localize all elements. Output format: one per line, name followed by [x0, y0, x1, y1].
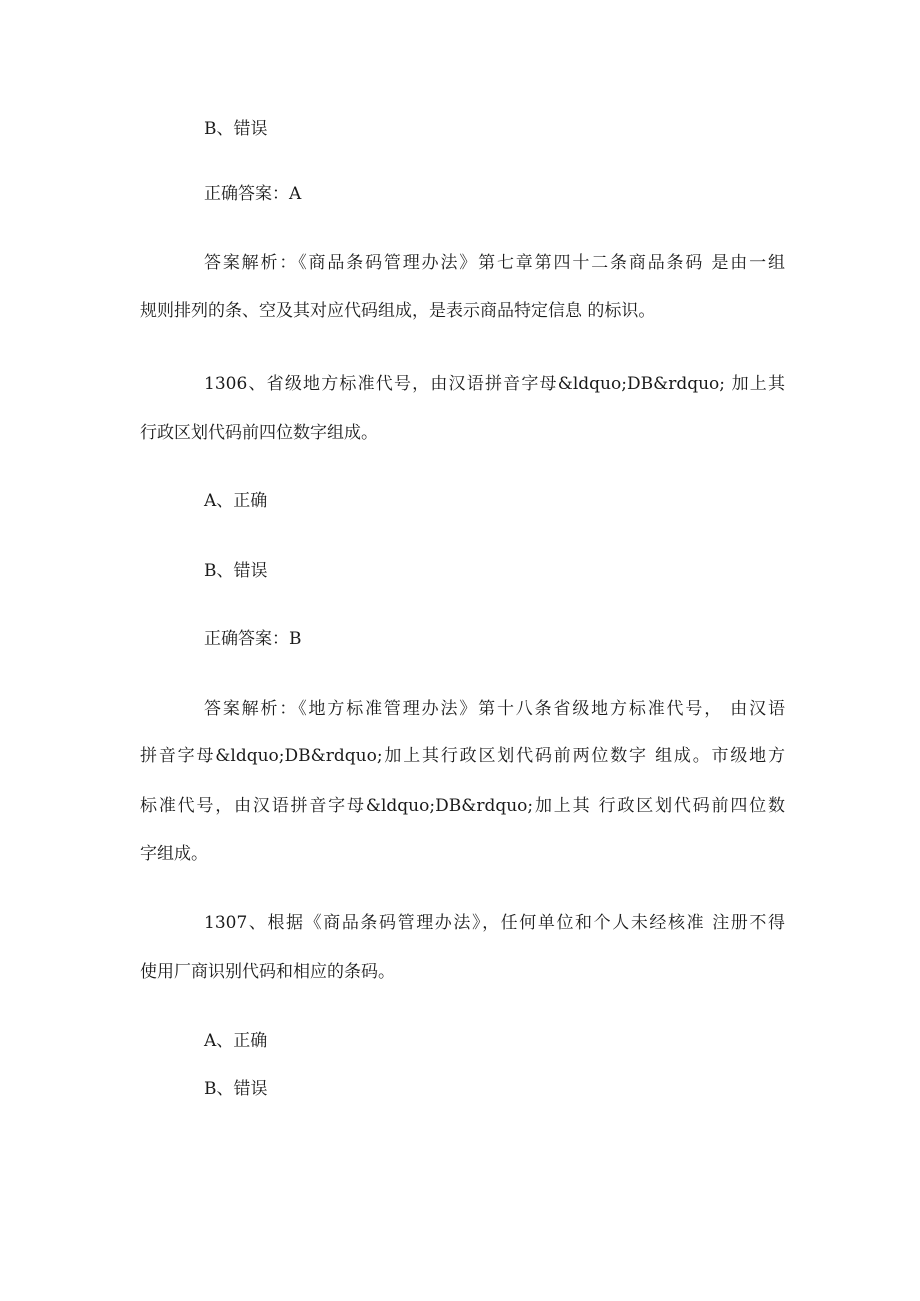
explanation-line: 规则排列的条、空及其对应代码组成，是表示商品特定信息 的标识。	[140, 301, 656, 321]
question-line: 使用厂商识别代码和相应的条码。	[140, 962, 395, 982]
correct-answer: 正确答案：B	[204, 629, 302, 649]
question-line: 1307、根据《商品条码管理办法》，任何单位和个人未经核准 注册不得	[204, 913, 785, 933]
explanation-line: 拼音字母&ldquo;DB&rdquo;加上其行政区划代码前两位数字 组成。市级地方	[140, 746, 785, 766]
question-line: 1306、省级地方标准代号，由汉语拼音字母&ldquo;DB&rdquo; 加上其	[204, 374, 785, 394]
explanation-line: 答案解析：《地方标准管理办法》第十八条省级地方标准代号， 由汉语	[204, 699, 785, 719]
option-b: B、错误	[204, 1079, 268, 1099]
explanation-line: 字组成。	[140, 844, 208, 864]
explanation-line: 标准代号，由汉语拼音字母&ldquo;DB&rdquo;加上其 行政区划代码前四位数	[140, 796, 785, 816]
correct-answer: 正确答案：A	[204, 184, 302, 204]
question-line: 行政区划代码前四位数字组成。	[140, 423, 378, 443]
explanation-line: 答案解析：《商品条码管理办法》第七章第四十二条商品条码 是由一组	[204, 253, 785, 273]
option-b: B、错误	[204, 119, 268, 139]
option-a: A、正确	[204, 491, 268, 511]
option-a: A、正确	[204, 1031, 268, 1051]
option-b: B、错误	[204, 561, 268, 581]
